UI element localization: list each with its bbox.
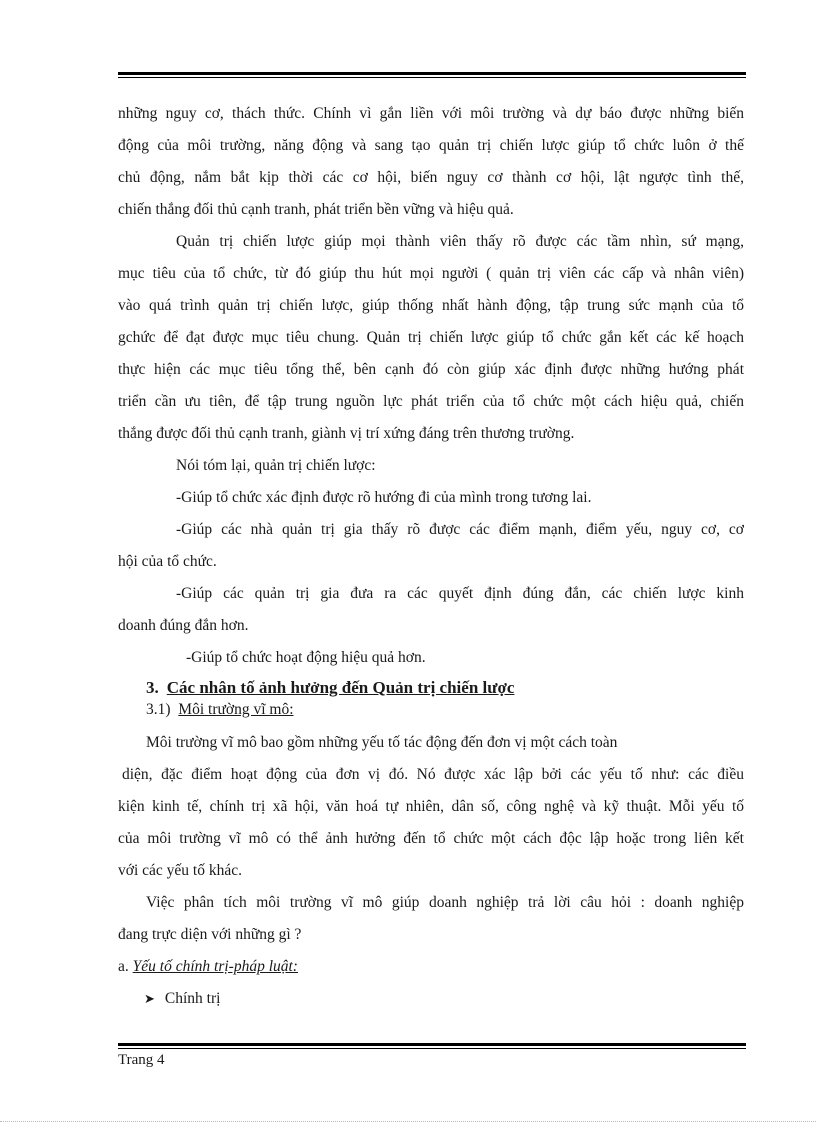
page-number: Trang 4 bbox=[118, 1052, 165, 1068]
summary-bullet-cont: hội của tổ chức. bbox=[118, 553, 217, 570]
para4-line: đang trực diện với những gì ? bbox=[118, 926, 302, 943]
para3-line: diện, đặc điểm hoạt động của đơn vị đó. Nó được xác lập bởi các yếu tố như: các điều bbox=[122, 766, 744, 783]
summary-bullet: -Giúp các nhà quản trị gia thấy rõ được các điểm mạnh, điểm yếu, nguy cơ, cơ bbox=[176, 521, 744, 538]
para1-line: những nguy cơ, thách thức. Chính vì gắn liền với môi trường và dự báo được những biến bbox=[118, 105, 744, 122]
summary-bullet: -Giúp tổ chức xác định được rõ hướng đi của mình trong tương lai. bbox=[176, 489, 592, 506]
para2-line: thắng được đối thủ cạnh tranh, giành vị trí xứng đáng trên thương trường. bbox=[118, 425, 575, 442]
para2-line: Quản trị chiến lược giúp mọi thành viên thấy rõ được các tầm nhìn, sứ mạng, bbox=[176, 233, 744, 250]
para2-line: vào quá trình quản trị chiến lược, giúp thống nhất hành động, tập trung sức mạnh của tổ bbox=[118, 297, 744, 314]
para1-line: chủ động, nắm bắt kịp thời các cơ hội, biến nguy cơ thành cơ hội, lật ngược tình thế, bbox=[118, 169, 744, 186]
item-a-title: Yếu tố chính trị-pháp luật: bbox=[132, 958, 298, 975]
para2-line: mục tiêu của tổ chức, từ đó giúp thu hút mọi người ( quản trị viên các cấp và nhân viên) bbox=[118, 265, 744, 282]
para2-line: triển cần ưu tiên, để tập trung nguồn lực phát triển của tổ chức một cách hiệu quả, chiến bbox=[118, 393, 744, 410]
subsection-heading bbox=[146, 700, 294, 720]
summary-bullet: -Giúp các quản trị gia đưa ra các quyết định đúng đắn, các chiến lược kinh bbox=[176, 585, 744, 602]
section-heading bbox=[146, 678, 514, 698]
arrow-bullet-icon: ➤ bbox=[144, 992, 155, 1007]
header-rule bbox=[118, 72, 746, 78]
bullet-text: Chính trị bbox=[164, 990, 221, 1007]
para2-line: gchức để đạt được mục tiêu chung. Quản trị chiến lược giúp tổ chức gắn kết các kế hoạch bbox=[118, 329, 744, 346]
summary-intro: Nói tóm lại, quản trị chiến lược: bbox=[176, 457, 376, 474]
para4-line: Việc phân tích môi trường vĩ mô giúp doanh nghiệp trả lời câu hỏi : doanh nghiệp bbox=[146, 894, 744, 911]
para3-line: với các yếu tố khác. bbox=[118, 862, 242, 879]
subsection-title: Môi trường vĩ mô: bbox=[178, 701, 294, 718]
summary-bullet-cont: doanh đúng đắn hơn. bbox=[118, 617, 249, 634]
section-number: 3. bbox=[146, 678, 159, 697]
item-a-label: a. bbox=[118, 958, 129, 975]
para1-line: động của môi trường, năng động và sang tạo quản trị chiến lược giúp tổ chức luôn ở thế bbox=[118, 137, 744, 154]
item-a-heading bbox=[118, 957, 298, 977]
subsection-number: 3.1) bbox=[146, 701, 171, 718]
section-title: Các nhân tố ảnh hưởng đến Quản trị chiến lược bbox=[166, 678, 515, 697]
para3-line: Môi trường vĩ mô bao gồm những yếu tố tác động đến đơn vị một cách toàn bbox=[146, 734, 618, 751]
para3-line: kiện kinh tế, chính trị xã hội, văn hoá tự nhiên, dân số, công nghệ và kỹ thuật. Mỗi yếu tố bbox=[118, 798, 744, 815]
footer-rule bbox=[118, 1043, 746, 1049]
bullet-item bbox=[144, 989, 220, 1010]
para2-line: thực hiện các mục tiêu tổng thể, bên cạnh đó còn giúp xác định được những hướng phát bbox=[118, 361, 744, 378]
para3-line: của môi trường vĩ mô có thể ảnh hưởng đến tổ chức một cách độc lập hoặc trong liên kết bbox=[118, 830, 744, 847]
para1-line: chiến thắng đối thủ cạnh tranh, phát triển bền vững và hiệu quả. bbox=[118, 201, 514, 218]
page-edge bbox=[0, 1121, 816, 1122]
summary-bullet: -Giúp tổ chức hoạt động hiệu quả hơn. bbox=[186, 649, 426, 666]
